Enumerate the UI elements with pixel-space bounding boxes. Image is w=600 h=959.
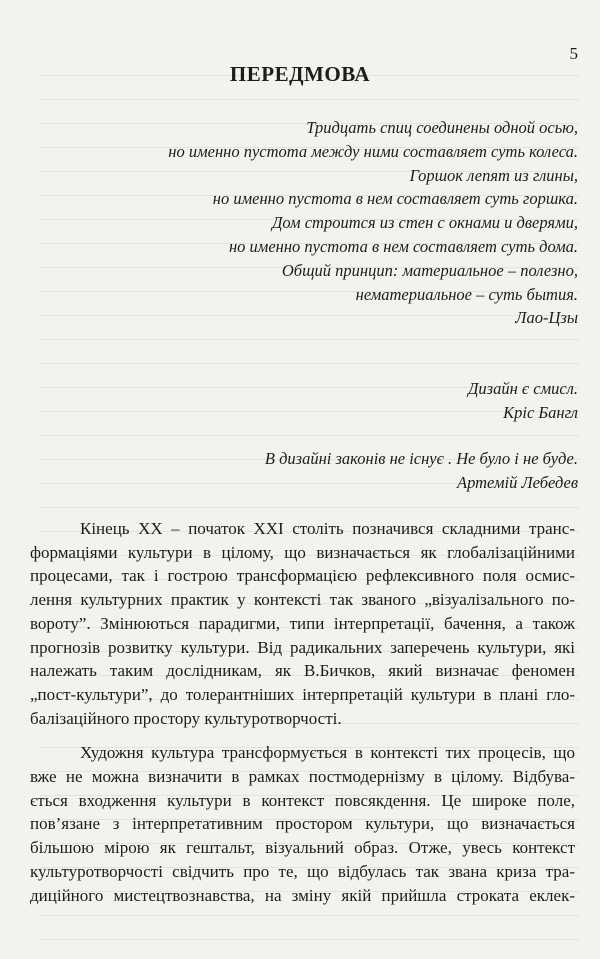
paragraph-line: процесами, так і гострою трансформацією рефлексивного поля осмис- xyxy=(30,566,575,586)
paragraph-line: балізаційного простору культуротворчості. xyxy=(30,708,342,728)
paragraph-line: „пост-культури”, до толерантніших інтерпретацій культури в плані гло- xyxy=(30,684,575,704)
quote-lebedev xyxy=(38,447,578,495)
epigraph-line: но именно пустота в нем составляет суть дома. xyxy=(229,236,578,256)
epigraph-line: но именно пустота в нем составляет суть горшка. xyxy=(212,189,578,209)
quote-text: В дизайні законів не існує . Не було і не буде. xyxy=(264,449,578,468)
paragraph-line: диційного мистецтвознавства, на зміну якій прийшла строката еклек- xyxy=(30,885,575,905)
paragraph-line: Кінець XX – початок XXI століть позначився складними транс- xyxy=(80,519,575,538)
epigraph-line: но именно пустота между ними составляет суть колеса. xyxy=(168,141,578,161)
paragraph-line: належать таким дослідникам, як В.Бичков, який визначає феномен xyxy=(30,661,575,681)
quote-author: Артемій Лебедев xyxy=(457,472,578,492)
paragraph-line: лення культурних практик у контексті так званого „візуалізального по- xyxy=(30,590,575,610)
paragraph-line: формаціями культури в цілому, що визначається як глобалізаційними xyxy=(30,542,575,562)
epigraph-line: Тридцать спиц соединены одной осью, xyxy=(306,118,578,137)
paragraph-line: пов’язане з інтерпретативним простором культури, що визначається xyxy=(30,814,575,834)
quote-bangle xyxy=(38,377,578,425)
epigraph-line: нематериальное – суть бытия. xyxy=(355,284,578,304)
epigraph-lao-tzu xyxy=(38,116,578,330)
paragraph-line: прогнозів розвитку культури. Від радикальних заперечень культури, які xyxy=(30,637,575,657)
page-title: ПЕРЕДМОВА xyxy=(229,62,371,86)
paragraph-line: більшою мірою як гештальт, візуальний образ. Отже, увесь контекст xyxy=(30,838,575,858)
quote-text: Дизайн є смисл. xyxy=(467,379,578,398)
epigraph-line: Горшок лепят из глины, xyxy=(409,165,578,185)
epigraph-author: Лао-Цзы xyxy=(515,308,578,328)
paragraph-line: вороту”. Змінюються парадигми, типи інтерпретації, бачення, а також xyxy=(30,613,575,633)
epigraph-line: Дом строится из стен с окнами и дверями, xyxy=(271,213,578,233)
page-number: 5 xyxy=(569,44,578,63)
paragraph-line: культуротворчості свідчить про те, що відбулась так звана криза тра- xyxy=(30,861,575,881)
body-text xyxy=(30,517,575,907)
paragraph-line: Художня культура трансформується в контексті тих процесів, що xyxy=(80,743,575,763)
epigraph-line: Общий принцип: материальное – полезно, xyxy=(281,260,578,280)
paragraph-line: ється входження культури в контекст повсякдення. Це широке поле, xyxy=(30,790,575,810)
paragraph-line: вже не можна визначити в рамках постмодернізму в цілому. Відбува- xyxy=(30,767,575,787)
quote-author: Кріс Бангл xyxy=(503,402,578,422)
